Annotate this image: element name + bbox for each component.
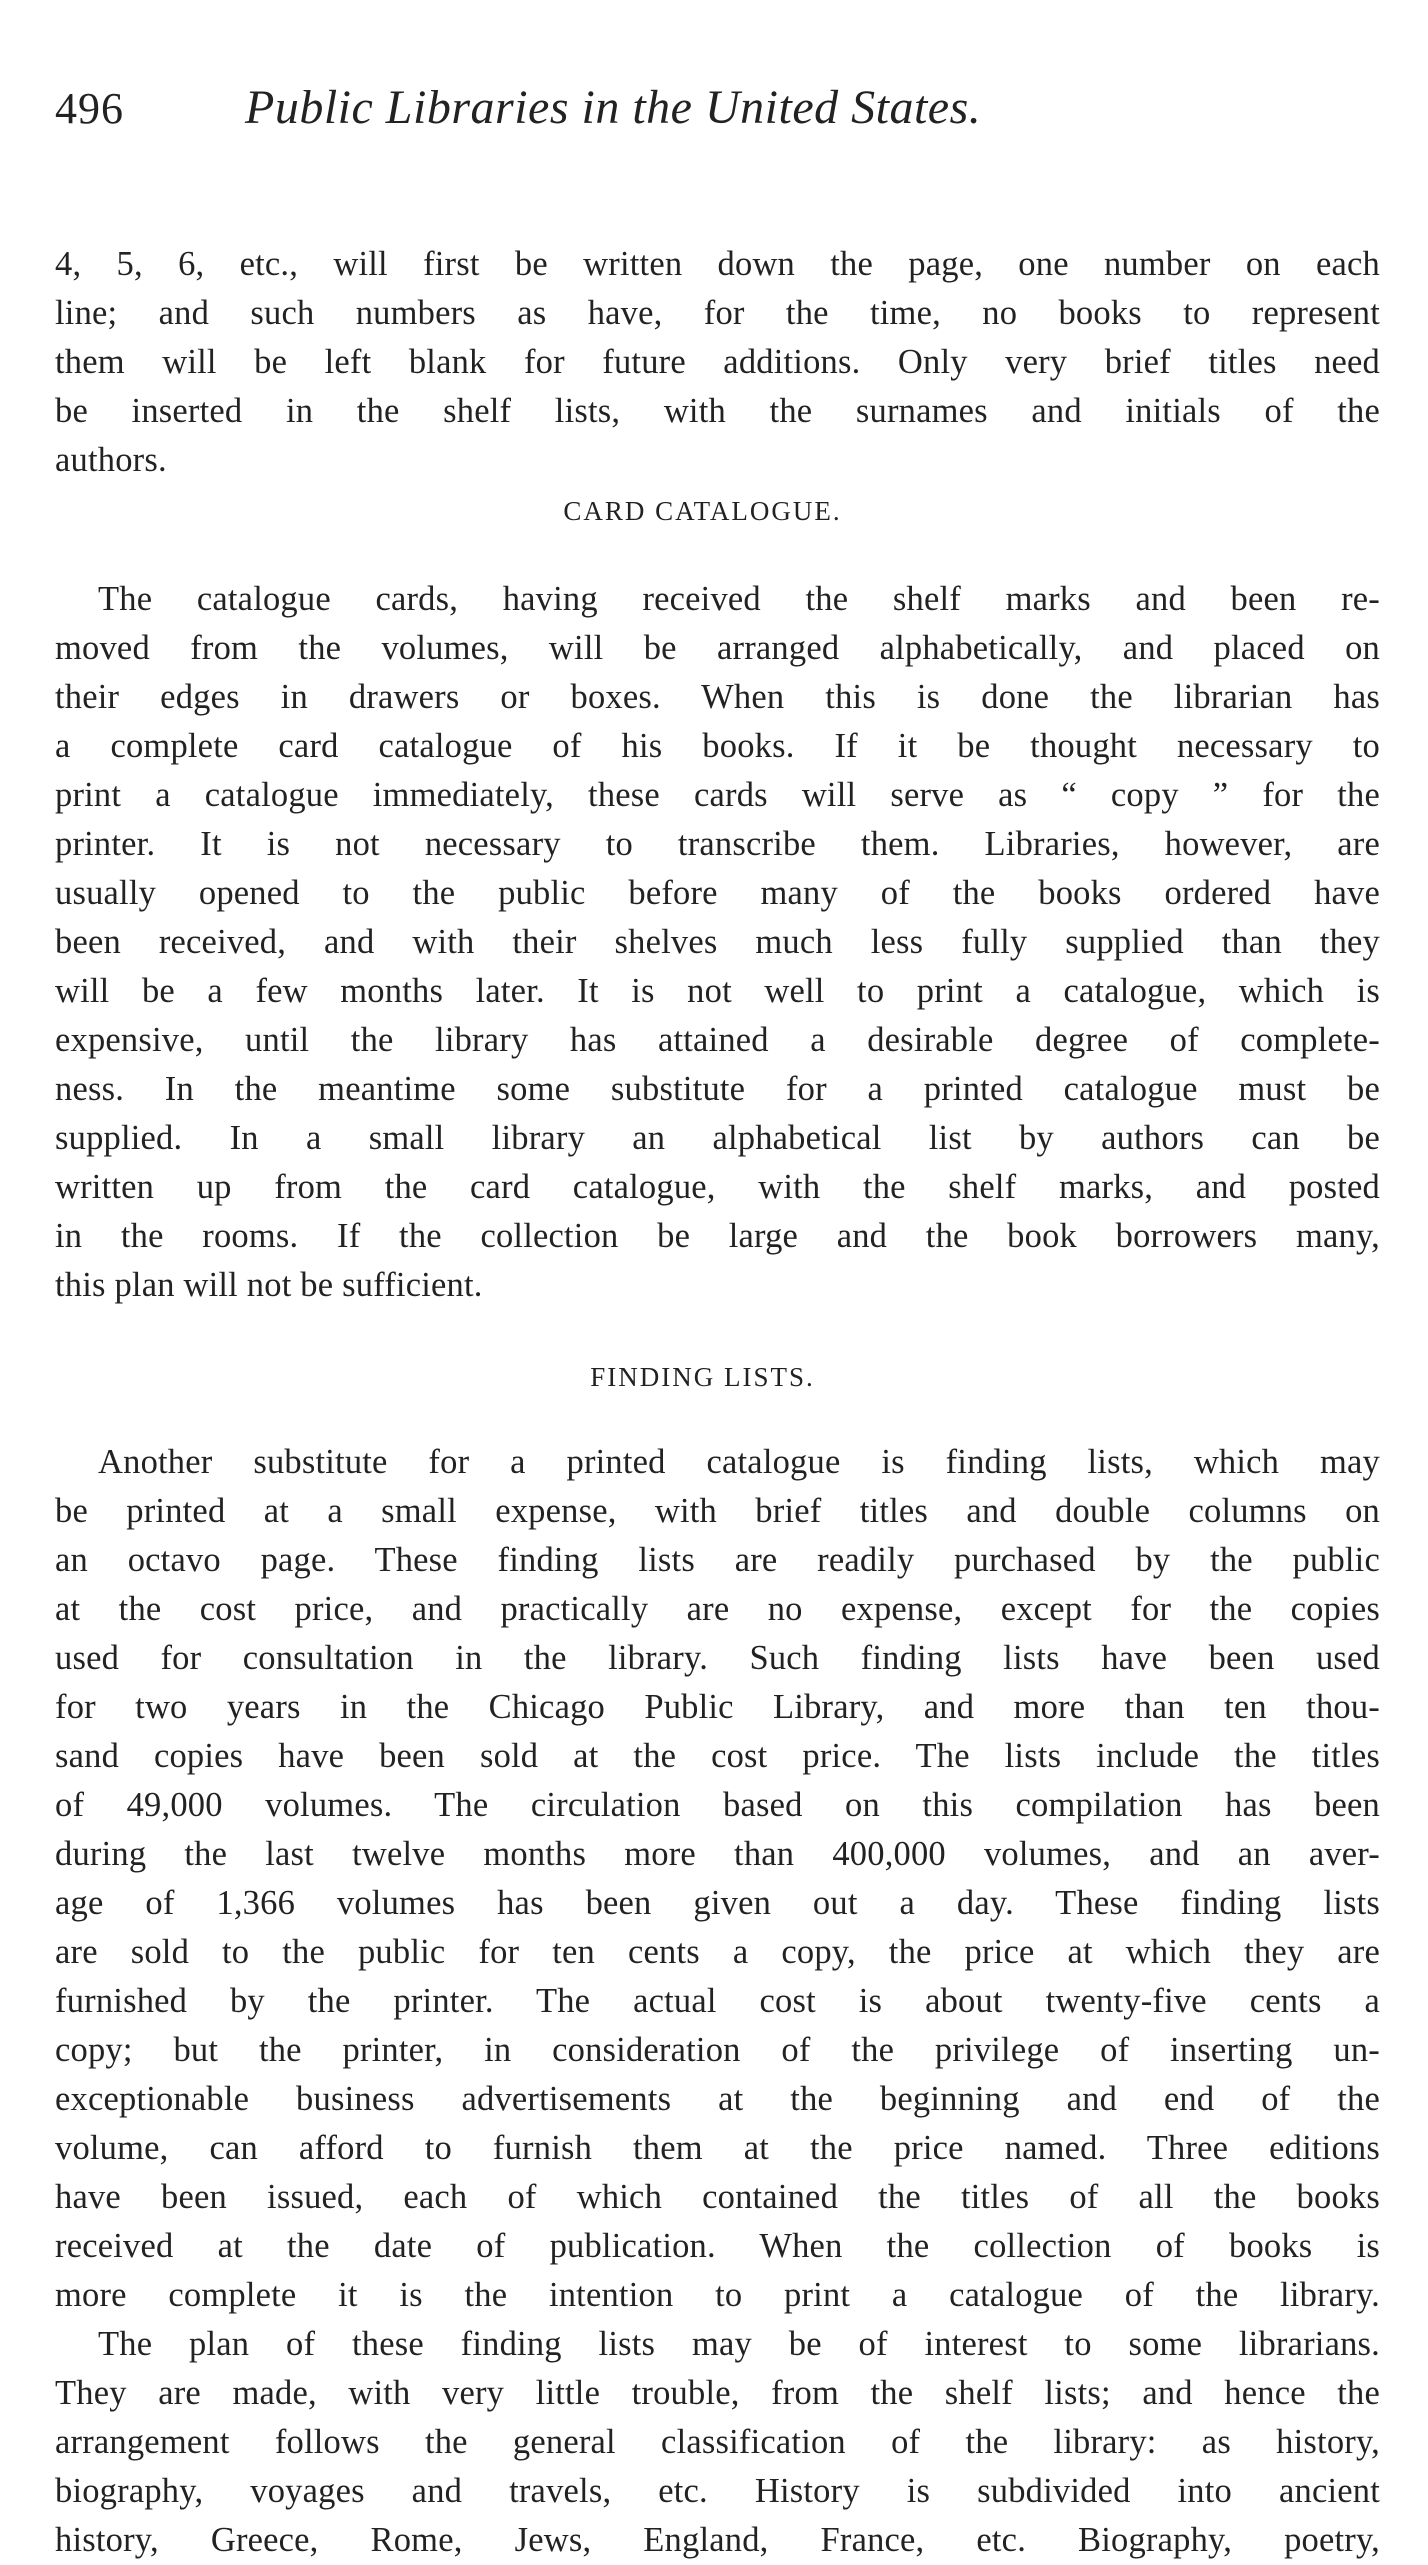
paragraph-continuation [55, 240, 1380, 485]
paragraph-finding-lists [55, 1438, 1380, 2320]
text-line: usually opened to the public before many of the books ordered have [55, 874, 1380, 912]
page-number: 496 [55, 84, 124, 133]
text-line: moved from the volumes, will be arranged alphabetically, and placed on [55, 629, 1380, 667]
text-line: supplied. In a small library an alphabetical list by authors can be [55, 1119, 1380, 1157]
text-line: history, Greece, Rome, Jews, England, France, etc. Biography, poetry, [55, 2521, 1380, 2559]
text-line: biography, voyages and travels, etc. History is subdivided into ancient [55, 2472, 1380, 2510]
text-line: authors. [55, 441, 167, 479]
text-line: print a catalogue immediately, these cards will serve as “ copy ” for the [55, 776, 1380, 814]
paragraph-plan [55, 2320, 1380, 2565]
text-line: volume, can afford to furnish them at the price named. Three editions [55, 2129, 1380, 2167]
text-line: have been issued, each of which contained the titles of all the books [55, 2178, 1380, 2216]
text-line: during the last twelve months more than 400,000 volumes, and an aver- [55, 1835, 1380, 1873]
paragraph-card-catalogue [55, 575, 1380, 1310]
text-line: been received, and with their shelves much less fully supplied than they [55, 923, 1380, 961]
text-line: used for consultation in the library. Such finding lists have been used [55, 1639, 1380, 1677]
text-line: are sold to the public for ten cents a copy, the price at which they are [55, 1933, 1380, 1971]
page-header [55, 80, 1380, 160]
text-line: be inserted in the shelf lists, with the surnames and initials of the [55, 392, 1380, 430]
book-page [55, 60, 1380, 2565]
text-line: The plan of these finding lists may be of interest to some librarians. [98, 2325, 1380, 2363]
text-line: furnished by the printer. The actual cost is about twenty-five cents a [55, 1982, 1380, 2020]
text-line: their edges in drawers or boxes. When this is done the librarian has [55, 678, 1380, 716]
text-line: sand copies have been sold at the cost price. The lists include the titles [55, 1737, 1380, 1775]
text-line: They are made, with very little trouble, from the shelf lists; and hence the [55, 2374, 1380, 2412]
text-line: of 49,000 volumes. The circulation based on this compilation has been [55, 1786, 1380, 1824]
text-line: at the cost price, and practically are no expense, except for the copies [55, 1590, 1380, 1628]
running-title: Public Libraries in the United States. [245, 81, 982, 134]
text-line: an octavo page. These finding lists are readily purchased by the public [55, 1541, 1380, 1579]
text-line: ness. In the meantime some substitute for a printed catalogue must be [55, 1070, 1380, 1108]
text-line: be printed at a small expense, with brief titles and double columns on [55, 1492, 1380, 1530]
text-line: age of 1,366 volumes has been given out a day. These finding lists [55, 1884, 1380, 1922]
section-heading-card-catalogue: CARD CATALOGUE. [563, 496, 842, 526]
text-line: more complete it is the intention to print a catalogue of the library. [55, 2276, 1380, 2314]
text-line: expensive, until the library has attained a desirable degree of complete- [55, 1021, 1380, 1059]
text-line: a complete card catalogue of his books. If it be thought necessary to [55, 727, 1380, 765]
section-heading-finding-lists: FINDING LISTS. [590, 1362, 815, 1392]
text-line: this plan will not be sufficient. [55, 1266, 483, 1304]
text-line: copy; but the printer, in consideration of the privilege of inserting un- [55, 2031, 1380, 2069]
text-line: them will be left blank for future additions. Only very brief titles need [55, 343, 1380, 381]
text-line: written up from the card catalogue, with the shelf marks, and posted [55, 1168, 1380, 1206]
text-line: for two years in the Chicago Public Library, and more than ten thou- [55, 1688, 1380, 1726]
text-line: received at the date of publication. When the collection of books is [55, 2227, 1380, 2265]
text-line: 4, 5, 6, etc., will first be written down the page, one number on each [55, 245, 1380, 283]
text-line: exceptionable business advertisements at the beginning and end of the [55, 2080, 1380, 2118]
text-line: The catalogue cards, having received the shelf marks and been re- [98, 580, 1380, 618]
text-line: line; and such numbers as have, for the time, no books to represent [55, 294, 1380, 332]
text-line: arrangement follows the general classification of the library: as history, [55, 2423, 1380, 2461]
text-line: will be a few months later. It is not well to print a catalogue, which is [55, 972, 1380, 1010]
text-line: Another substitute for a printed catalogue is finding lists, which may [98, 1443, 1380, 1481]
text-line: printer. It is not necessary to transcribe them. Libraries, however, are [55, 825, 1380, 863]
text-line: in the rooms. If the collection be large and the book borrowers many, [55, 1217, 1380, 1255]
